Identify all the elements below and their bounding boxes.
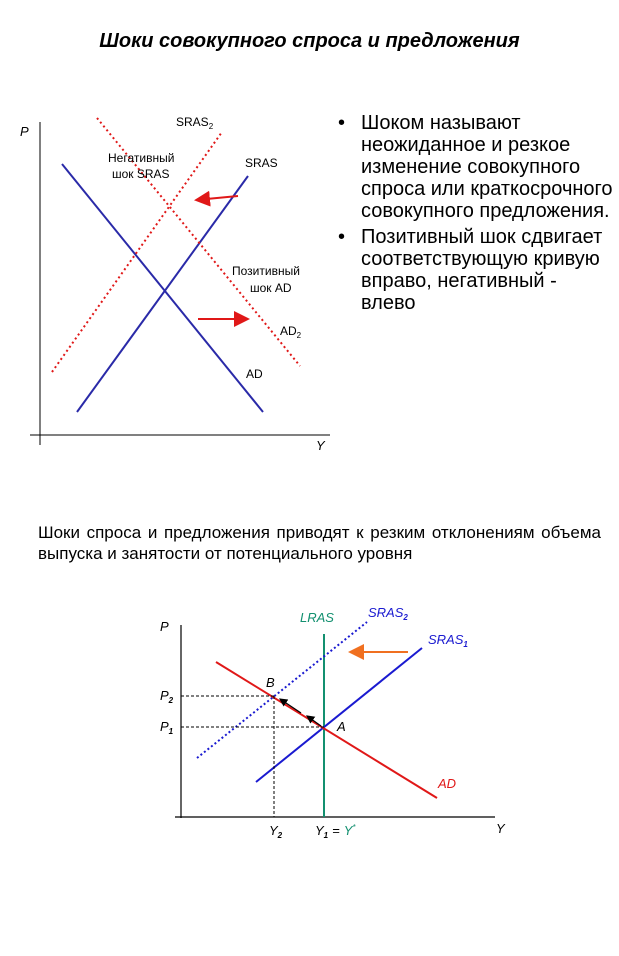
bullet-item: • Позитивный шок сдвигает соответствующую кривую вправо, негативный - влево [338, 226, 603, 314]
definition-bullets [334, 112, 614, 318]
point-b-label: B [266, 675, 275, 690]
ad-label: AD [246, 367, 263, 381]
ad-curve [62, 164, 263, 412]
sras2-label: $SRAS_2$ [176, 115, 214, 131]
page-title: Шоки совокупного спроса и предложения [99, 30, 520, 52]
sras-label: SRAS [245, 156, 278, 170]
move-arrow-2 [280, 699, 301, 713]
sras1-curve [256, 648, 422, 782]
negative-shock-label-2: шок SRAS [112, 167, 170, 181]
p2-label: $P_2$ [160, 688, 174, 705]
y-axis-label: Y [496, 821, 505, 836]
shock-diagram [0, 100, 340, 460]
sras1-label: $SRAS_1$ [428, 632, 468, 649]
y-axis-label: Y [316, 438, 325, 453]
positive-shock-label-1: Позитивный [232, 264, 300, 278]
p1-label: $P_1$ [160, 719, 174, 736]
negative-shock-label-1: Негативный [108, 151, 175, 165]
y2-label: $Y_2$ [269, 823, 283, 840]
sras2-curve [197, 622, 367, 758]
sras2-label: $SRAS_2$ [368, 605, 408, 622]
ad-label: AD [438, 776, 457, 791]
p-axis-label: P [160, 619, 169, 634]
bullet-item: • Шоком называют неожиданное и резкое изменение совокупного спроса или краткосрочного совокупного предложения. [338, 112, 613, 222]
positive-shock-label-2: шок AD [250, 281, 292, 295]
move-arrow-1 [307, 716, 321, 726]
ad2-label: $AD_2$ [280, 324, 302, 340]
lras-label: LRAS [300, 610, 334, 625]
p-axis-label: P [20, 124, 29, 139]
point-a-label: A [337, 719, 346, 734]
equilibrium-diagram [150, 600, 520, 880]
ad-curve [216, 662, 437, 798]
y1-label: $Y_1 = Y^*$ [315, 823, 356, 840]
summary-paragraph: Шоки спроса и предложения приводят к резким отклонениям объема выпуска и занятости от потенциального уровня [38, 523, 601, 563]
sras-curve [77, 176, 248, 412]
